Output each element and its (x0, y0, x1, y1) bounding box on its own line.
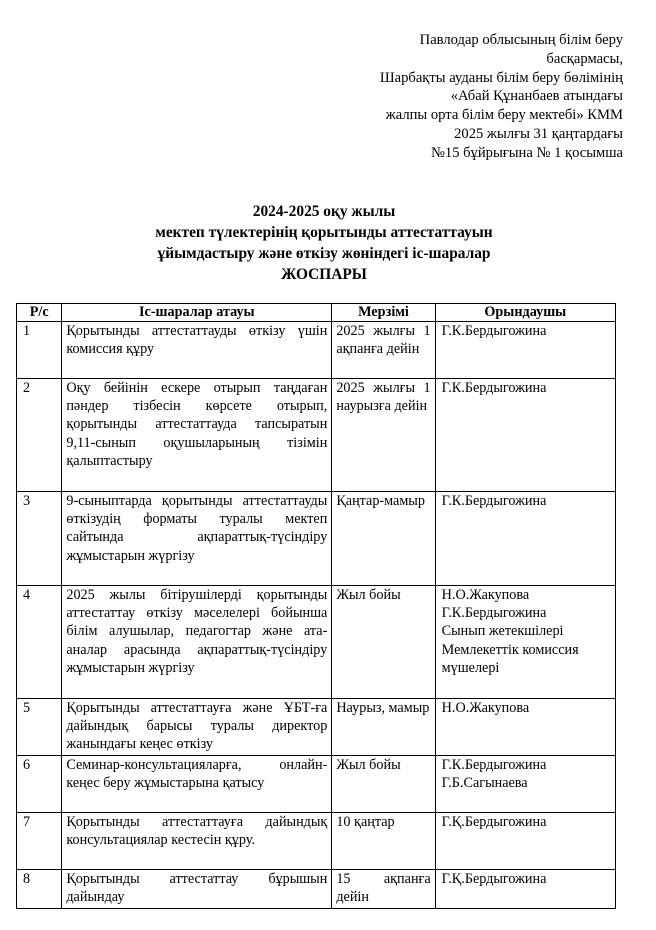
title-line: мектеп түлектерінің қорытынды аттестаттауын (155, 224, 493, 241)
activity-name: 2025 жылы бітірушілерді қорытынды аттестаттау өткізу мәселелері бойынша білім алушылар, педагогтар және ата-аналар арасында ақпараттық-түсіндіру жұмыстарын жүргізу (62, 586, 332, 699)
responsible-person: Мемлекеттік комиссия мүшелері (441, 641, 579, 676)
activity-name: Оқу бейінін ескере отырып таңдаған пәндер тізбесін көрсете отырып, қорытынды аттестаттауда тапсыратын 9,11-сынып оқушыларының тізімін қалыптастыру (62, 379, 332, 492)
responsible-person: Г.К.Бердыгожина (441, 757, 547, 773)
table-row (17, 870, 616, 909)
header-line: басқармасы, (546, 50, 623, 67)
responsible-person: Г.К.Бердыгожина (441, 323, 547, 339)
deadline: 15 ақпанға дейін (332, 870, 435, 909)
header-line: жалпы орта білім беру мектебі» КММ (385, 107, 623, 124)
deadline: 10 қаңтар (332, 813, 435, 870)
header-line: «Абай Құнанбаев атындағы (450, 88, 623, 105)
deadline: Жыл бойы (332, 756, 435, 813)
table-row (17, 379, 616, 492)
responsible-person: Г.Б.Сагынаева (441, 775, 528, 792)
deadline: 2025 жылғы 1 наурызға дейін (332, 379, 435, 492)
responsible (435, 813, 615, 870)
row-number: 8 (17, 870, 62, 909)
responsible-person: Г.К.Бердыгожина (441, 605, 547, 622)
activity-name: Қорытынды аттестаттауға және ҰБТ-ға дайындық барысы туралы директор жанындағы кеңес өткізу (62, 699, 332, 756)
table-row (17, 813, 616, 870)
activity-name: Қорытынды аттестаттау бұрышын дайындау (62, 870, 332, 909)
row-number: 4 (17, 586, 62, 699)
header-line: Павлодар облысының білім беру (419, 32, 623, 48)
responsible (435, 756, 615, 813)
activity-name: Семинар-консультацияларға, онлайн- кеңес беру жұмыстарына қатысу (62, 756, 332, 813)
header-line: №15 бұйрығына № 1 қосымша (430, 144, 623, 161)
title-line: ЖОСПАРЫ (281, 266, 367, 283)
approval-header (293, 31, 623, 163)
responsible-person: Сынып жетекшілері (441, 623, 564, 640)
row-number: 1 (17, 322, 62, 379)
activity-name: 9-сыныптарда қорытынды аттестаттауды өткізудің форматы туралы мектеп сайтында ақпараттық-түсіндіру жұмыстарын жүргізу (62, 492, 332, 586)
row-number: 2 (17, 379, 62, 492)
title-line: ұйымдастыру және өткізу жөніндегі іс-шаралар (157, 245, 491, 262)
title-line: 2024-2025 оқу жылы (252, 203, 396, 220)
responsible-person: Г.Қ.Бердыгожина (441, 871, 547, 887)
deadline: 2025 жылғы 1 ақпанға дейін (332, 322, 435, 379)
table-row (17, 492, 616, 586)
row-number: 6 (17, 756, 62, 813)
responsible (435, 699, 615, 756)
table-row (17, 586, 616, 699)
responsible-person: Г.К.Бердыгожина (441, 493, 547, 509)
deadline: Наурыз, мамыр (332, 699, 435, 756)
responsible (435, 870, 615, 909)
deadline: Жыл бойы (332, 586, 435, 699)
activity-name: Қорытынды аттестаттауға дайындық консультациялар кестесін құру. (62, 813, 332, 870)
column-header-number: Р/с (17, 304, 62, 322)
responsible (435, 492, 615, 586)
column-header-responsible: Орындаушы (435, 304, 615, 322)
header-line: 2025 жылғы 31 қаңтардағы (454, 125, 623, 142)
responsible (435, 379, 615, 492)
responsible (435, 322, 615, 379)
responsible-person: Г.Қ.Бердыгожина (441, 814, 547, 830)
header-line: Шарбақты ауданы білім беру бөлімінің (379, 69, 623, 86)
column-header-activity: Іс-шаралар атауы (62, 304, 332, 322)
responsible-person: Н.О.Жакупова (441, 587, 530, 603)
document-title (0, 201, 648, 285)
table-row (17, 699, 616, 756)
table-row (17, 756, 616, 813)
row-number: 7 (17, 813, 62, 870)
row-number: 3 (17, 492, 62, 586)
column-header-deadline: Мерзімі (332, 304, 435, 322)
plan-table (16, 303, 616, 909)
responsible (435, 586, 615, 699)
activity-name: Қорытынды аттестаттауды өткізу үшін комиссия құру (62, 322, 332, 379)
table-row (17, 322, 616, 379)
deadline: Қаңтар-мамыр (332, 492, 435, 586)
table-header-row (17, 304, 616, 322)
row-number: 5 (17, 699, 62, 756)
responsible-person: Г.К.Бердыгожина (441, 380, 547, 396)
responsible-person: Н.О.Жакупова (441, 700, 530, 716)
